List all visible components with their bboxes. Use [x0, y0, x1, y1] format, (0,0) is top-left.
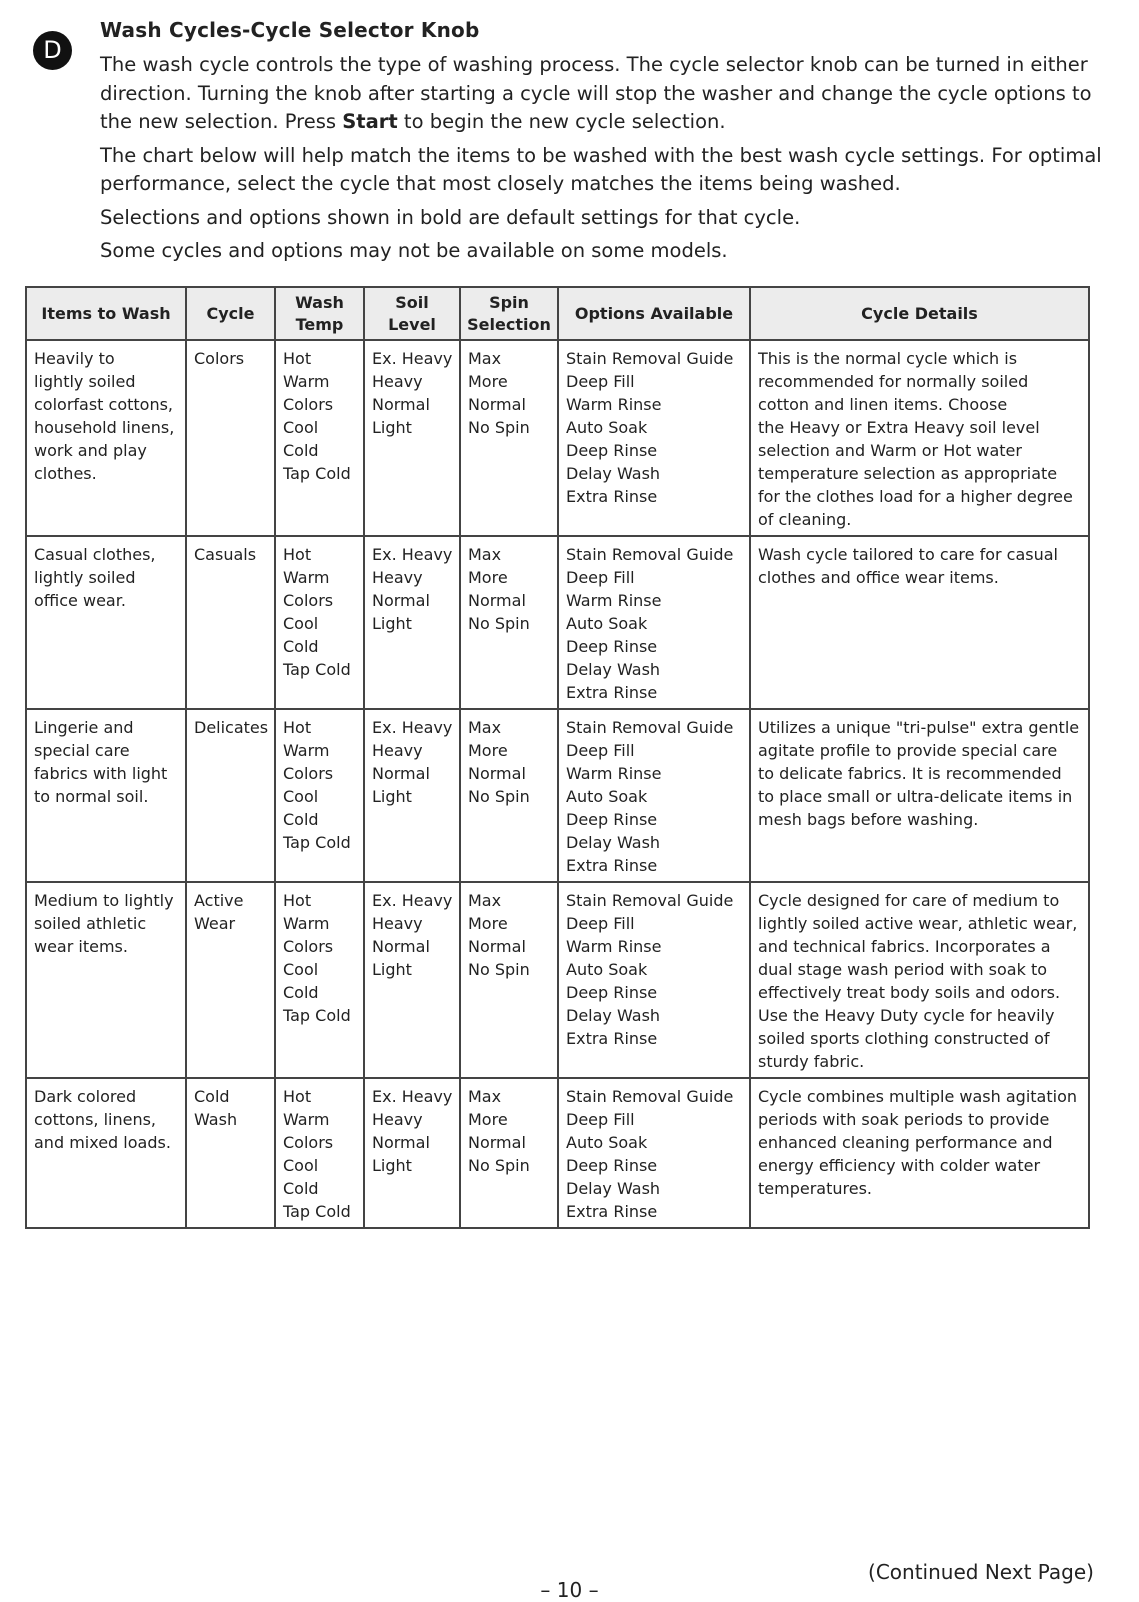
cell-options-line: Deep Fill: [566, 568, 635, 587]
cell-options-line: Delay Wash: [566, 1179, 661, 1198]
cell-options-line: Stain Removal Guide: [566, 718, 734, 737]
cell-spin: [460, 709, 558, 882]
cell-spin-line: No Spin: [468, 787, 530, 806]
table-row: [26, 709, 1089, 882]
cell-temp: [275, 882, 364, 1078]
cell-options-line: Deep Rinse: [566, 983, 658, 1002]
cell-temp-line: Warm: [283, 741, 330, 760]
cell-spin-line: Max: [468, 545, 502, 564]
cell-temp-line: Tap Cold: [283, 464, 351, 483]
cell-temp-line: Hot: [283, 545, 312, 564]
cell-soil-line: Normal: [372, 1133, 430, 1152]
cell-temp-line: Colors: [283, 764, 334, 783]
cell-items: [26, 536, 186, 709]
cell-options-line: Delay Wash: [566, 1006, 661, 1025]
cell-options-line: Extra Rinse: [566, 487, 658, 506]
cell-cycle-line: Colors: [194, 349, 245, 368]
cell-soil-line: Ex. Heavy: [372, 718, 453, 737]
cell-details-line: effectively treat body soils and odors.: [758, 983, 1061, 1002]
cell-details-line: agitate profile to provide special care: [758, 741, 1058, 760]
cell-spin-line: More: [468, 914, 508, 933]
cell-items-line: work and play: [34, 441, 147, 460]
cell-temp-line: Cool: [283, 418, 319, 437]
cell-spin-line: More: [468, 741, 508, 760]
cell-temp: [275, 340, 364, 536]
cell-spin-line: Max: [468, 349, 502, 368]
cell-soil-line: Heavy: [372, 372, 423, 391]
header-cycle: Cycle: [186, 287, 275, 340]
cell-spin: [460, 882, 558, 1078]
header-wash-temp-line2: Temp: [295, 314, 344, 334]
cell-spin-line: Max: [468, 1087, 502, 1106]
header-spin-line2: Selection: [467, 314, 551, 334]
cell-cycle: [186, 340, 275, 536]
cell-cycle-line: Delicates: [194, 718, 269, 737]
cell-items: [26, 882, 186, 1078]
header-wash-temp-line1: Wash: [295, 292, 344, 312]
cell-temp-line: Cold: [283, 810, 319, 829]
cell-temp-line: Cold: [283, 1179, 319, 1198]
cell-options: [558, 1078, 750, 1228]
cell-spin-line: No Spin: [468, 614, 530, 633]
cell-temp-line: Colors: [283, 937, 334, 956]
cell-items-line: Casual clothes,: [34, 545, 156, 564]
cell-temp-line: Cold: [283, 983, 319, 1002]
cell-soil-line: Normal: [372, 764, 430, 783]
section-badge: D: [33, 31, 72, 70]
cell-items-line: to normal soil.: [34, 787, 149, 806]
cell-soil-line: Normal: [372, 395, 430, 414]
cell-options-line: Auto Soak: [566, 614, 648, 633]
header-spin-selection: [460, 287, 558, 340]
cell-details: [750, 340, 1089, 536]
table-header-row: [26, 287, 1089, 340]
cell-details: [750, 882, 1089, 1078]
cell-soil-line: Light: [372, 418, 412, 437]
cell-details-line: to delicate fabrics. It is recommended: [758, 764, 1062, 783]
cell-details-line: lightly soiled active wear, athletic wear,: [758, 914, 1078, 933]
table-row: [26, 882, 1089, 1078]
cell-cycle: [186, 882, 275, 1078]
cell-cycle-line: Cold: [194, 1087, 230, 1106]
cell-spin-line: More: [468, 372, 508, 391]
cell-details-line: of cleaning.: [758, 510, 852, 529]
cell-options-line: Deep Rinse: [566, 637, 658, 656]
cell-temp-line: Hot: [283, 349, 312, 368]
cell-items-line: Heavily to: [34, 349, 115, 368]
cell-details-line: to place small or ultra-delicate items in: [758, 787, 1073, 806]
cell-soil-line: Light: [372, 1156, 412, 1175]
cell-soil: [364, 536, 460, 709]
cell-temp: [275, 1078, 364, 1228]
cell-details-line: sturdy fabric.: [758, 1052, 865, 1071]
cell-temp: [275, 536, 364, 709]
cell-options-line: Stain Removal Guide: [566, 1087, 734, 1106]
cell-temp-line: Hot: [283, 891, 312, 910]
cell-soil-line: Ex. Heavy: [372, 349, 453, 368]
cell-options-line: Stain Removal Guide: [566, 891, 734, 910]
cell-items-line: Medium to lightly: [34, 891, 174, 910]
intro-paragraph-4: Some cycles and options may not be available on some models.: [100, 239, 728, 262]
cell-spin-line: No Spin: [468, 960, 530, 979]
cell-details-line: for the clothes load for a higher degree: [758, 487, 1073, 506]
cell-items-line: and mixed loads.: [34, 1133, 171, 1152]
cell-options-line: Deep Rinse: [566, 441, 658, 460]
continued-note: (Continued Next Page): [868, 1560, 1094, 1584]
cell-spin-line: Normal: [468, 591, 526, 610]
cell-soil-line: Heavy: [372, 914, 423, 933]
header-details: Cycle Details: [750, 287, 1089, 340]
cell-items: [26, 709, 186, 882]
cell-items-line: household linens,: [34, 418, 175, 437]
cell-soil-line: Heavy: [372, 1110, 423, 1129]
table-row: [26, 536, 1089, 709]
header-spin-line1: Spin: [489, 292, 529, 312]
cell-items-line: cottons, linens,: [34, 1110, 157, 1129]
cell-cycle-line: Active: [194, 891, 244, 910]
cell-soil: [364, 340, 460, 536]
intro-paragraph-2: The chart below will help match the items to be washed with the best wash cycle settings. For optimal performance, select the cycle that most closely matches the items being washed.: [100, 143, 1102, 195]
table-row: [26, 340, 1089, 536]
cell-temp-line: Colors: [283, 591, 334, 610]
cell-details-line: temperatures.: [758, 1179, 872, 1198]
cell-options: [558, 536, 750, 709]
cell-details-line: cotton and linen items. Choose: [758, 395, 1008, 414]
cell-soil: [364, 882, 460, 1078]
cell-spin-line: Normal: [468, 764, 526, 783]
cell-details-line: periods with soak periods to provide: [758, 1110, 1050, 1129]
cell-details-line: Wash cycle tailored to care for casual: [758, 545, 1058, 564]
page-number: – 10 –: [540, 1578, 599, 1602]
cell-details-line: Cycle designed for care of medium to: [758, 891, 1060, 910]
cell-soil: [364, 709, 460, 882]
cell-options-line: Deep Fill: [566, 372, 635, 391]
cell-options: [558, 882, 750, 1078]
cell-details-line: and technical fabrics. Incorporates a: [758, 937, 1051, 956]
cell-options: [558, 340, 750, 536]
cell-items-line: colorfast cottons,: [34, 395, 174, 414]
cell-temp-line: Colors: [283, 395, 334, 414]
cell-temp-line: Warm: [283, 914, 330, 933]
cell-details-line: selection and Warm or Hot water: [758, 441, 1022, 460]
cell-details-line: Use the Heavy Duty cycle for heavily: [758, 1006, 1055, 1025]
cell-options-line: Delay Wash: [566, 660, 661, 679]
intro-paragraph-3: Selections and options shown in bold are default settings for that cycle.: [100, 205, 801, 229]
cell-soil-line: Heavy: [372, 568, 423, 587]
cell-temp-line: Cool: [283, 614, 319, 633]
cell-temp-line: Hot: [283, 718, 312, 737]
cell-spin-line: Normal: [468, 1133, 526, 1152]
cell-items-line: lightly soiled: [34, 372, 136, 391]
cell-cycle: [186, 709, 275, 882]
cell-options-line: Deep Fill: [566, 741, 635, 760]
cell-cycle: [186, 536, 275, 709]
table-body: [26, 340, 1089, 1228]
intro-section: [100, 18, 1110, 271]
cell-temp-line: Tap Cold: [283, 1202, 351, 1221]
cell-temp-line: Cold: [283, 637, 319, 656]
cell-spin: [460, 1078, 558, 1228]
cell-soil-line: Ex. Heavy: [372, 891, 453, 910]
cell-temp-line: Cool: [283, 1156, 319, 1175]
cell-temp-line: Warm: [283, 1110, 330, 1129]
cell-options-line: Stain Removal Guide: [566, 545, 734, 564]
cell-soil-line: Light: [372, 787, 412, 806]
intro-paragraph-1: [100, 51, 1110, 137]
cell-options-line: Warm Rinse: [566, 395, 662, 414]
cell-spin-line: Normal: [468, 395, 526, 414]
cell-options-line: Extra Rinse: [566, 683, 658, 702]
cell-spin: [460, 340, 558, 536]
cell-items-line: clothes.: [34, 464, 97, 483]
cell-details: [750, 1078, 1089, 1228]
cell-options-line: Auto Soak: [566, 787, 648, 806]
cell-details-line: energy efficiency with colder water: [758, 1156, 1041, 1175]
cell-spin: [460, 536, 558, 709]
cell-details-line: enhanced cleaning performance and: [758, 1133, 1053, 1152]
cell-spin-line: Normal: [468, 937, 526, 956]
cell-spin-line: Max: [468, 718, 502, 737]
cell-options-line: Extra Rinse: [566, 1202, 658, 1221]
cell-cycle-line: Casuals: [194, 545, 257, 564]
cell-options-line: Warm Rinse: [566, 764, 662, 783]
cell-soil-line: Heavy: [372, 741, 423, 760]
cell-items-line: soiled athletic: [34, 914, 147, 933]
cell-spin-line: More: [468, 568, 508, 587]
cell-temp-line: Hot: [283, 1087, 312, 1106]
cell-options-line: Deep Fill: [566, 1110, 635, 1129]
cell-spin-line: More: [468, 1110, 508, 1129]
intro-text-a: The wash cycle controls the type of washing process. The cycle selector knob can be turned in either direction. Turning the knob after starting a cycle will stop the washer and change the cycle options to the new selection. Press: [100, 53, 1092, 133]
cell-options-line: Auto Soak: [566, 1133, 648, 1152]
cell-details-line: temperature selection as appropriate: [758, 464, 1058, 483]
cell-options-line: Delay Wash: [566, 833, 661, 852]
cell-items: [26, 340, 186, 536]
cell-spin-line: No Spin: [468, 1156, 530, 1175]
cell-spin-line: Max: [468, 891, 502, 910]
cell-soil-line: Ex. Heavy: [372, 545, 453, 564]
cell-temp-line: Cold: [283, 441, 319, 460]
cell-items: [26, 1078, 186, 1228]
cell-options-line: Stain Removal Guide: [566, 349, 734, 368]
cell-details-line: clothes and office wear items.: [758, 568, 999, 587]
cell-items-line: Lingerie and: [34, 718, 134, 737]
cell-temp-line: Tap Cold: [283, 1006, 351, 1025]
cell-cycle-line: Wear: [194, 914, 236, 933]
cell-spin-line: No Spin: [468, 418, 530, 437]
cell-cycle-line: Wash: [194, 1110, 238, 1129]
cell-temp-line: Cool: [283, 787, 319, 806]
cell-options-line: Extra Rinse: [566, 856, 658, 875]
cell-items-line: fabrics with light: [34, 764, 168, 783]
cell-details-line: soiled sports clothing constructed of: [758, 1029, 1050, 1048]
cell-temp-line: Tap Cold: [283, 660, 351, 679]
cell-cycle: [186, 1078, 275, 1228]
header-options: Options Available: [558, 287, 750, 340]
cell-temp: [275, 709, 364, 882]
cell-options-line: Delay Wash: [566, 464, 661, 483]
cell-details-line: dual stage wash period with soak to: [758, 960, 1048, 979]
cell-details-line: Utilizes a unique "tri-pulse" extra gentle: [758, 718, 1080, 737]
cell-options-line: Extra Rinse: [566, 1029, 658, 1048]
cell-details: [750, 536, 1089, 709]
cell-options-line: Warm Rinse: [566, 937, 662, 956]
wash-cycle-table: [25, 286, 1090, 1229]
cell-soil-line: Light: [372, 960, 412, 979]
cell-options-line: Auto Soak: [566, 960, 648, 979]
cell-soil-line: Normal: [372, 937, 430, 956]
cell-details-line: This is the normal cycle which is: [758, 349, 1018, 368]
intro-text-b: to begin the new cycle selection.: [397, 110, 726, 133]
cell-details-line: mesh bags before washing.: [758, 810, 979, 829]
cell-temp-line: Colors: [283, 1133, 334, 1152]
cell-options-line: Deep Rinse: [566, 1156, 658, 1175]
cell-items-line: lightly soiled: [34, 568, 136, 587]
cell-details-line: Cycle combines multiple wash agitation: [758, 1087, 1077, 1106]
cell-soil-line: Ex. Heavy: [372, 1087, 453, 1106]
cell-details-line: recommended for normally soiled: [758, 372, 1029, 391]
cell-soil: [364, 1078, 460, 1228]
table-row: [26, 1078, 1089, 1228]
cell-options-line: Warm Rinse: [566, 591, 662, 610]
header-wash-temp: [275, 287, 364, 340]
cell-soil-line: Normal: [372, 591, 430, 610]
cell-options-line: Deep Rinse: [566, 810, 658, 829]
cell-temp-line: Cool: [283, 960, 319, 979]
cell-temp-line: Warm: [283, 372, 330, 391]
start-bold-text: Start: [342, 110, 398, 133]
cell-options: [558, 709, 750, 882]
section-title: Wash Cycles-Cycle Selector Knob: [100, 18, 480, 42]
cell-options-line: Auto Soak: [566, 418, 648, 437]
cell-details-line: the Heavy or Extra Heavy soil level: [758, 418, 1040, 437]
cell-items-line: special care: [34, 741, 130, 760]
cell-temp-line: Warm: [283, 568, 330, 587]
cell-soil-line: Light: [372, 614, 412, 633]
cell-items-line: office wear.: [34, 591, 126, 610]
cell-items-line: Dark colored: [34, 1087, 137, 1106]
cell-temp-line: Tap Cold: [283, 833, 351, 852]
header-soil-level: Soil Level: [364, 287, 460, 340]
cell-items-line: wear items.: [34, 937, 128, 956]
cell-details: [750, 709, 1089, 882]
cell-options-line: Deep Fill: [566, 914, 635, 933]
header-items: Items to Wash: [26, 287, 186, 340]
